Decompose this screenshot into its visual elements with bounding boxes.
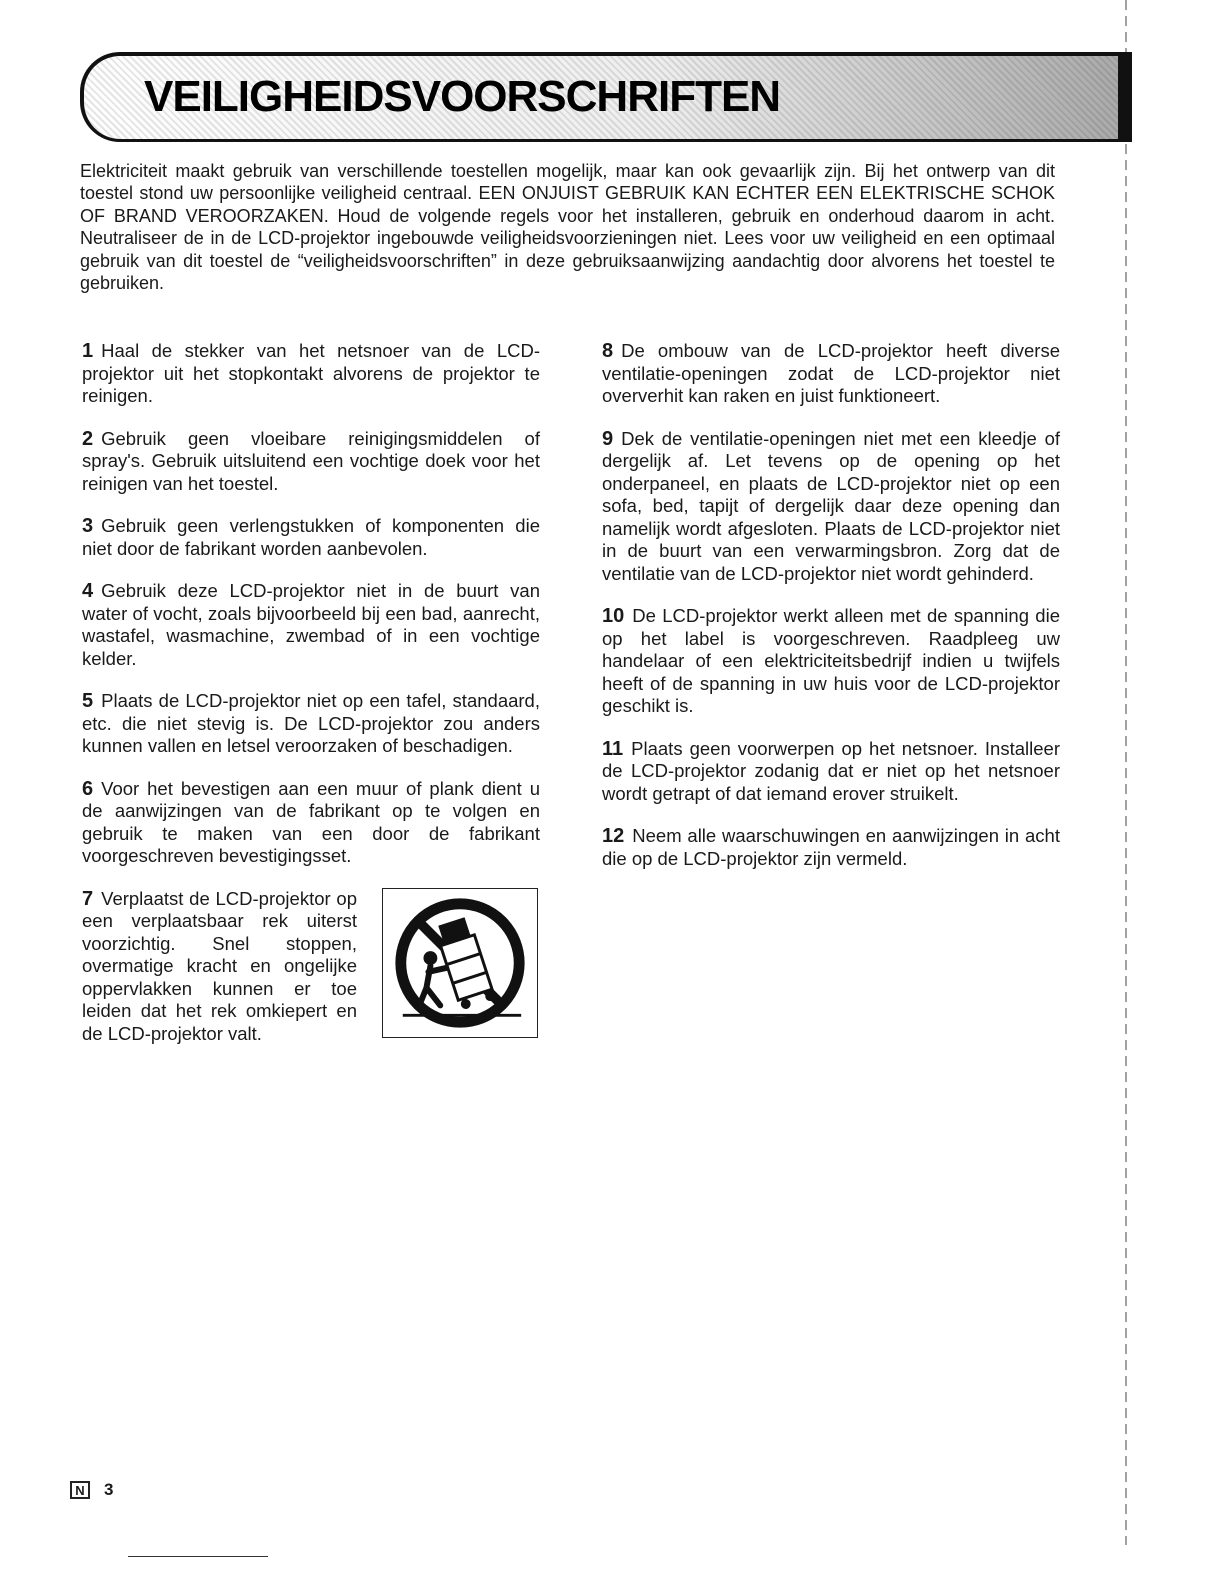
item-number: 8 — [602, 340, 614, 362]
item-number: 1 — [82, 340, 94, 362]
item-number: 12 — [602, 825, 625, 847]
item-7-text-block — [82, 888, 357, 1046]
list-item — [82, 888, 540, 1046]
item-text: Dek de ventilatie-openingen niet met een kleedje of dergelijk af. Let tevens op de opening op het onderpaneel, en plaats de LCD-projektor niet op een sofa, bed, tapijt of dergelijk daar deze opening dan namelijk wordt afgesloten. Plaats de LCD-projektor niet in de buurt van een verwarmingsbron. Zorg dat de ventilatie van de LCD-projektor niet wordt gehinderd. — [602, 427, 1060, 584]
item-number: 10 — [602, 605, 625, 627]
item-text: Gebruik geen vloeibare reinigingsmiddelen of spray's. Gebruik uitsluitend een vochtige doek voor het reinigen van het toestel. — [82, 427, 540, 494]
item-number: 3 — [82, 515, 94, 537]
banner-end-cap — [1118, 52, 1132, 142]
title-banner — [80, 52, 1128, 142]
page-edge-rule — [1125, 0, 1127, 1545]
item-number: 2 — [82, 427, 94, 450]
list-item — [82, 580, 540, 670]
item-number: 9 — [602, 427, 614, 450]
item-text: De ombouw van de LCD-projektor heeft diverse ventilatie-openingen zodat de LCD-projektor niet oververhit kan raken en juist funktioneert. — [602, 340, 1060, 406]
instructions-right-column — [602, 340, 1060, 890]
item-number: 4 — [82, 580, 94, 602]
list-item — [602, 825, 1060, 870]
list-item — [602, 738, 1060, 806]
item-text: Haal de stekker van het netsnoer van de LCD-projektor uit het stopkontakt alvorens de projektor te reinigen. — [82, 340, 540, 406]
cart-tipover-warning-icon — [382, 888, 538, 1038]
item-text: De LCD-projektor werkt alleen met de spanning die op het label is voorgeschreven. Raadpleeg uw handelaar of een elektriciteitsbedrijf indien u twijfels heeft of de spanning in uw huis voor de LCD-projektor geschikt is. — [602, 605, 1060, 716]
bottom-rule — [128, 1556, 268, 1557]
list-item — [82, 778, 540, 868]
item-number: 7 — [82, 887, 94, 910]
list-item — [82, 515, 540, 560]
list-item — [82, 340, 540, 408]
page-footer — [70, 1480, 113, 1500]
page-title: VEILIGHEIDSVOORSCHRIFTEN — [144, 72, 781, 121]
list-item — [602, 605, 1060, 718]
item-number: 11 — [602, 737, 624, 760]
list-item — [602, 428, 1060, 586]
item-text: Voor het bevestigen aan een muur of plank dient u de aanwijzingen van de fabrikant op te volgen en gebruik te maken van een door de fabrikant voorgeschreven bevestigingsset. — [82, 777, 540, 866]
intro-paragraph: Elektriciteit maakt gebruik van verschillende toestellen mogelijk, maar kan ook gevaarlijk zijn. Bij het ontwerp van dit toestel stond uw persoonlijke veiligheid centraal. EEN ONJUIST GEBRUIK KAN ECHTER EEN ELEKTRISCHE SCHOK OF BRAND VEROORZAKEN. Houd de volgende regels voor het installeren, gebruik en onderhoud daarom in acht. Neutraliseer de in de LCD-projektor ingebouwde veiligheidsvoorzieningen niet. Lees voor uw veiligheid en een optimaal gebruik van dit toestel de “veiligheidsvoorschriften” in deze gebruiksaanwijzing aandachtig door alvorens het toestel te gebruiken. — [80, 161, 1055, 294]
item-text: Plaats de LCD-projektor niet op een tafel, standaard, etc. die niet stevig is. De LCD-projektor zou anders kunnen vallen en letsel veroorzaken of beschadigen. — [82, 690, 540, 756]
language-badge: N — [70, 1481, 90, 1499]
page-number: 3 — [104, 1480, 114, 1499]
list-item — [82, 428, 540, 496]
list-item — [82, 690, 540, 758]
item-text: Verplaatst de LCD-projektor op een verplaatsbaar rek uiterst voorzichtig. Snel stoppen, overmatige kracht en ongelijke oppervlakken kunnen er toe leiden dat het rek omkiepert en de LCD-projektor valt. — [82, 887, 357, 1044]
item-number: 6 — [82, 777, 94, 800]
item-text: Neem alle waarschuwingen en aanwijzingen in acht die op de LCD-projektor zijn vermeld. — [602, 825, 1060, 869]
item-text: Gebruik geen verlengstukken of komponenten die niet door de fabrikant worden aanbevolen. — [82, 515, 540, 559]
instructions-left-column — [82, 340, 540, 1065]
item-text: Plaats geen voorwerpen op het netsnoer. Installeer de LCD-projektor zodanig dat er niet op het netsnoer wordt getrapt of dat iemand erover struikelt. — [602, 737, 1060, 804]
list-item — [602, 340, 1060, 408]
item-text: Gebruik deze LCD-projektor niet in de buurt van water of vocht, zoals bijvoorbeeld bij een bad, aanrecht, wastafel, wasmachine, zwembad of in een vochtige kelder. — [82, 580, 540, 669]
item-number: 5 — [82, 690, 94, 712]
